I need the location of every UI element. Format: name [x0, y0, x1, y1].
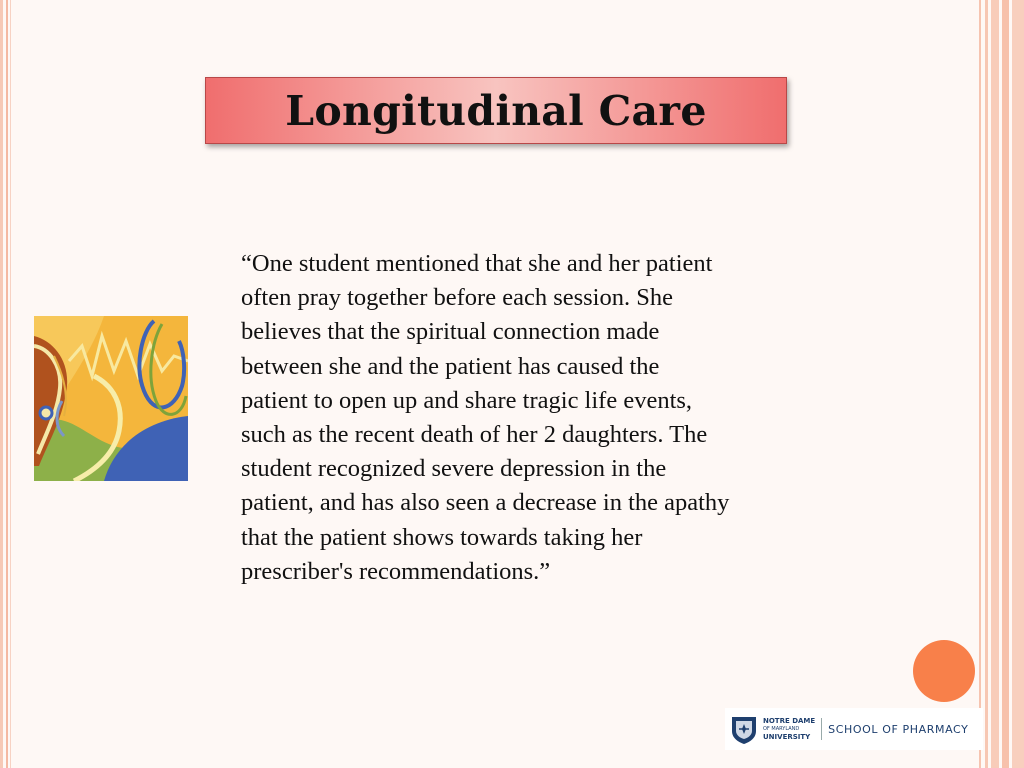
- quote-line: “One student mentioned that she and her patient: [241, 250, 713, 277]
- left-decorative-stripe: [10, 0, 11, 768]
- logo-divider: [821, 718, 822, 740]
- left-decorative-stripe: [0, 0, 3, 768]
- university-name-line: OF MARYLAND: [763, 726, 800, 732]
- university-seal-icon: [729, 713, 759, 745]
- quote-line: student recognized severe depression in the: [241, 455, 667, 483]
- slide-title: Longitudinal Care: [285, 86, 707, 135]
- quote-line: patient to open up and share tragic life events,: [241, 386, 693, 414]
- right-decorative-stripe: [985, 0, 988, 768]
- quote-line: believes that the spiritual connection made: [241, 318, 660, 346]
- right-decorative-stripe: [1012, 0, 1024, 768]
- orange-circle-decoration: [913, 640, 975, 702]
- right-decorative-stripe: [991, 0, 999, 768]
- quote-line: that the patient shows towards taking her: [241, 523, 643, 551]
- quote-line: often pray together before each session. She: [241, 284, 673, 312]
- school-name: SCHOOL OF PHARMACY: [828, 722, 969, 736]
- heart-stethoscope-clipart: [34, 316, 188, 481]
- right-decorative-stripe: [1002, 0, 1009, 768]
- quote-text: [241, 247, 921, 589]
- quote-line: prescriber's recommendations.”: [241, 557, 551, 585]
- quote-line: such as the recent death of her 2 daughters. The: [241, 421, 708, 449]
- left-decorative-stripe: [6, 0, 8, 768]
- university-name: [763, 717, 815, 741]
- university-name-line: NOTRE DAME: [763, 717, 816, 725]
- quote-line: between she and the patient has caused the: [241, 352, 660, 380]
- school-logo: [725, 708, 983, 750]
- right-decorative-stripe: [979, 0, 981, 768]
- title-box: [205, 77, 787, 144]
- university-name-line: UNIVERSITY: [763, 733, 811, 741]
- quote-line: patient, and has also seen a decrease in the apathy: [241, 489, 730, 517]
